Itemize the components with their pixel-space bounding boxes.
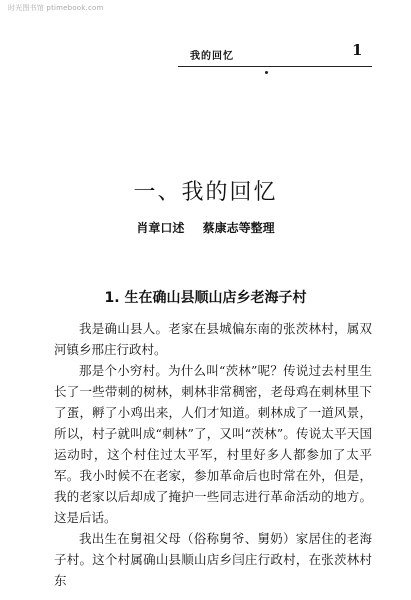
paragraph-1: 我是确山县人。老家在县城偏东南的张茨林村，属双河镇乡邢庄行政村。	[54, 321, 372, 357]
byline: 肖章口述 蔡康志等整理	[136, 221, 275, 235]
page-number: 1	[352, 41, 363, 59]
header-rule	[178, 66, 372, 67]
paragraph-2: 那是个小穷村。为什么叫“茨林”呢？传说过去村里生长了一些带刺的树林，刺林非常稠密，老母鸡在刺林里下了蛋，孵了小鸡出来，人们才知道。刺林成了一道风景，所以，村子就叫成“刺林”了，又叫“茨林”。传说太平天国运动时，这个村住过太平军，村里好多人都参加了太平军。我小时候不在老家，参加革命后也时常在外，但是，我的老家以后却成了掩护一些同志进行革命活动的地方。这是后话。	[54, 363, 372, 525]
paragraph-3: 我出生在舅祖父母（俗称舅爷、舅奶）家居住的老海子村。这个村属确山县顺山店乡闫庄行政村，在张茨林村东	[54, 531, 372, 588]
chapter-title: 一、我的回忆	[133, 180, 278, 205]
section-heading: 1. 生在确山县顺山店乡老海子村	[104, 290, 307, 306]
header-dot	[265, 71, 268, 74]
watermark: 时光图书馆 ptimebook.com	[8, 4, 104, 12]
running-header-title: 我的回忆	[190, 51, 234, 62]
body-text	[54, 318, 372, 591]
